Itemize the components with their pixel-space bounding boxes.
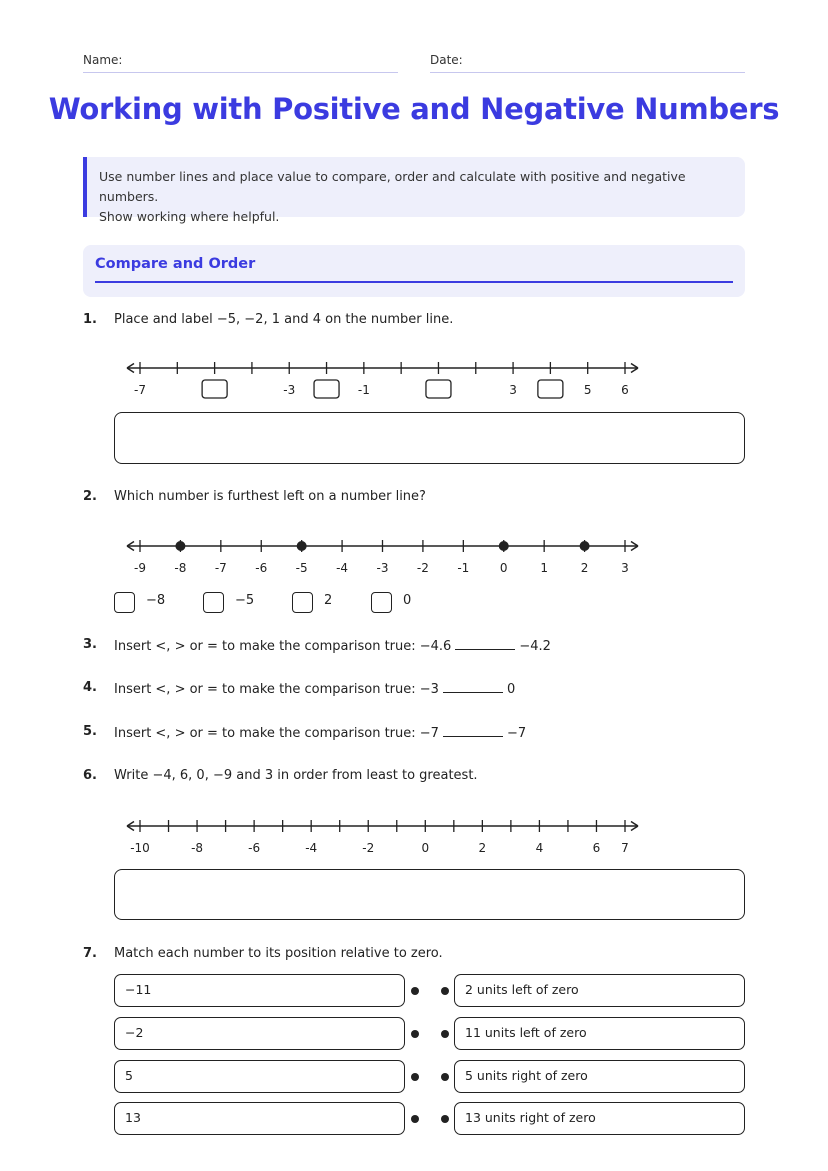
- q6-number-line-tick-label: -2: [362, 841, 375, 855]
- q7-right-item-2[interactable]: 11 units left of zero: [454, 1017, 745, 1050]
- q2-option-2-checkbox[interactable]: [203, 592, 224, 613]
- page-title: Working with Positive and Negative Numbers: [48, 92, 780, 126]
- q6-number-line-tick-label: 2: [478, 841, 487, 855]
- q6-answer-box[interactable]: [114, 869, 745, 920]
- q4-text: Insert <, > or = to make the comparison true: −3: [114, 682, 439, 697]
- q7-right-item-3[interactable]: 5 units right of zero: [454, 1060, 745, 1093]
- q1-number-line-label-box[interactable]: [314, 380, 339, 398]
- q7-text: Match each number to its position relative to zero.: [114, 946, 443, 961]
- q2-number-line-tick-label: -7: [214, 561, 227, 575]
- intro-line-1: Use number lines and place value to compare, order and calculate with positive and negative numbers.: [99, 169, 686, 204]
- q2-number-line-tick-label: 0: [499, 561, 508, 575]
- q1-number-line-tick-label: 6: [621, 383, 629, 397]
- q2-number-line: [0, 528, 828, 584]
- q2-number-line-tick-label: -2: [416, 561, 429, 575]
- q5-after: −7: [506, 726, 527, 741]
- q3-text: Insert <, > or = to make the comparison true: −4.6: [114, 639, 452, 654]
- q6-number-line-tick-label: 0: [421, 841, 430, 855]
- q7-right-dot-2[interactable]: [441, 1030, 449, 1038]
- q2-option-3-label: 2: [324, 593, 333, 608]
- q1-answer-box[interactable]: [114, 412, 745, 464]
- q1-number-line-label-box[interactable]: [538, 380, 563, 398]
- q2-number-line-point: [580, 541, 590, 551]
- date-field[interactable]: [430, 72, 745, 73]
- q2-option-1-checkbox[interactable]: [114, 592, 135, 613]
- q2-option-1-label: −8: [146, 593, 166, 608]
- intro-box: [83, 157, 745, 224]
- q6-number-line-tick-label: 6: [592, 841, 601, 855]
- q1-number: 1.: [83, 312, 97, 327]
- q3-answer-blank[interactable]: [455, 637, 515, 650]
- q1-text: Place and label −5, −2, 1 and 4 on the number line.: [114, 312, 454, 327]
- q2-option-3-checkbox[interactable]: [292, 592, 313, 613]
- q2-number-line-tick-label: 2: [580, 561, 589, 575]
- q3-number: 3.: [83, 637, 97, 652]
- q5-answer-blank[interactable]: [443, 724, 503, 737]
- name-field[interactable]: [83, 72, 398, 73]
- q7-left-dot-1[interactable]: [411, 987, 419, 995]
- q1-number-line-tick-label: -1: [357, 383, 370, 397]
- q6-number-line-tick-label: -8: [191, 841, 204, 855]
- q1-number-line-label-box[interactable]: [202, 380, 227, 398]
- q2-number-line-tick-label: 3: [621, 561, 629, 575]
- q5-text: Insert <, > or = to make the comparison true: −7: [114, 726, 439, 741]
- q6-number: 6.: [83, 768, 97, 783]
- q6-number-line-tick-label: -10: [130, 841, 150, 855]
- q2-number-line-tick-label: -9: [134, 561, 146, 575]
- section-divider: [95, 281, 733, 283]
- q7-right-dot-1[interactable]: [441, 987, 449, 995]
- name-label: Name:: [83, 53, 123, 67]
- q7-left-item-2[interactable]: −2: [114, 1017, 405, 1050]
- q4-answer-blank[interactable]: [443, 680, 503, 693]
- q2-text: Which number is furthest left on a number line?: [114, 489, 426, 504]
- q1-number-line: [0, 350, 828, 410]
- q2-number-line-point: [297, 541, 307, 551]
- q3-line: [114, 637, 551, 654]
- q1-number-line-tick-label: 5: [583, 383, 592, 397]
- q2-number-line-point: [175, 541, 185, 551]
- q7-left-dot-2[interactable]: [411, 1030, 419, 1038]
- section-title: Compare and Order: [95, 256, 256, 272]
- q7-left-dot-4[interactable]: [411, 1115, 419, 1123]
- q2-number: 2.: [83, 489, 97, 504]
- q2-number-line-tick-label: -8: [174, 561, 187, 575]
- q1-number-line-label-box[interactable]: [426, 380, 451, 398]
- q7-right-item-1[interactable]: 2 units left of zero: [454, 974, 745, 1007]
- q2-number-line-tick-label: -4: [336, 561, 349, 575]
- q4-number: 4.: [83, 680, 97, 695]
- q6-number-line: [0, 808, 828, 864]
- q2-number-line-point: [499, 541, 509, 551]
- q3-after: −4.2: [519, 639, 551, 654]
- date-label: Date:: [430, 53, 463, 67]
- q2-number-line-tick-label: -6: [255, 561, 268, 575]
- q2-number-line-tick-label: -5: [295, 561, 308, 575]
- q1-number-line-tick-label: -3: [283, 383, 296, 397]
- q2-number-line-tick-label: -3: [376, 561, 389, 575]
- q7-right-item-4[interactable]: 13 units right of zero: [454, 1102, 745, 1135]
- q7-left-item-1[interactable]: −11: [114, 974, 405, 1007]
- section-header: [83, 245, 745, 297]
- q6-number-line-tick-label: 7: [621, 841, 629, 855]
- q2-option-4-checkbox[interactable]: [371, 592, 392, 613]
- q5-line: [114, 724, 526, 741]
- q7-right-dot-4[interactable]: [441, 1115, 449, 1123]
- q7-left-item-3[interactable]: 5: [114, 1060, 405, 1093]
- q2-option-4-label: 0: [403, 593, 412, 608]
- q6-number-line-tick-label: -6: [248, 841, 261, 855]
- q7-left-dot-3[interactable]: [411, 1073, 419, 1081]
- q6-text: Write −4, 6, 0, −9 and 3 in order from least to greatest.: [114, 768, 478, 783]
- q6-number-line-tick-label: 4: [535, 841, 544, 855]
- q6-number-line-tick-label: -4: [305, 841, 318, 855]
- q2-number-line-tick-label: 1: [540, 561, 548, 575]
- q7-right-dot-3[interactable]: [441, 1073, 449, 1081]
- q4-line: [114, 680, 515, 697]
- q5-number: 5.: [83, 724, 97, 739]
- intro-line-2: Show working where helpful.: [99, 209, 280, 224]
- q7-number: 7.: [83, 946, 97, 961]
- q1-number-line-tick-label: 3: [509, 383, 517, 397]
- q2-number-line-tick-label: -1: [457, 561, 470, 575]
- q7-left-item-4[interactable]: 13: [114, 1102, 405, 1135]
- q1-number-line-tick-label: -7: [134, 383, 146, 397]
- q2-option-2-label: −5: [235, 593, 255, 608]
- q4-after: 0: [506, 682, 516, 697]
